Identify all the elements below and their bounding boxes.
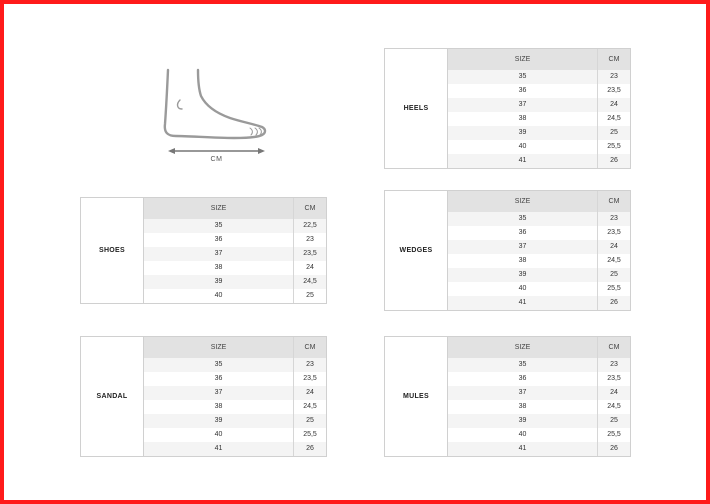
size-cell: 40 [448,140,598,154]
table-body [144,358,326,456]
table-row [448,428,630,442]
cm-cell: 25 [306,292,314,299]
table-row [448,296,630,310]
table-row [448,386,630,400]
size-cell: 41 [448,296,598,310]
table-row [448,70,630,84]
size-cell: 35 [448,212,598,226]
table-row [144,428,326,442]
size-cell: 35 [448,358,598,372]
size-cell: 37 [448,386,598,400]
table-row [144,442,326,456]
table-row [448,414,630,428]
cm-cell: 23 [610,361,618,368]
size-table-mules [384,336,631,457]
cm-cell: 25,5 [607,143,621,150]
cm-cell: 23 [610,215,618,222]
table-row [144,372,326,386]
cm-cell: 23,5 [607,87,621,94]
cm-cell: 22,5 [303,222,317,229]
table-row [144,275,326,289]
table-row [144,261,326,275]
cm-cell: 24,5 [607,115,621,122]
table-row [448,98,630,112]
table-row [144,219,326,233]
size-cell: 39 [448,414,598,428]
size-column-header: SIZE [448,191,598,212]
size-table-shoes [80,197,327,304]
table-row [448,126,630,140]
table-header [448,49,630,70]
cm-cell: 26 [610,445,618,452]
table-row [448,254,630,268]
category-label: SANDAL [81,337,144,456]
size-cell: 39 [448,268,598,282]
size-cell: 37 [448,98,598,112]
table-row [448,358,630,372]
size-cell: 40 [448,428,598,442]
cm-cell: 23,5 [303,250,317,257]
size-cell: 39 [144,414,294,428]
size-cell: 40 [144,289,294,303]
table-row [448,268,630,282]
size-cell: 41 [448,442,598,456]
size-cell: 37 [144,386,294,400]
cm-cell: 25 [610,129,618,136]
size-cell: 38 [144,400,294,414]
foot-measure-figure [154,62,279,170]
table-row [144,247,326,261]
size-column-header: SIZE [448,49,598,70]
category-label: WEDGES [385,191,448,310]
size-cell: 36 [144,233,294,247]
size-cell: 39 [448,126,598,140]
size-cell: 35 [144,219,294,233]
size-cell: 38 [448,400,598,414]
cm-cell: 24 [610,101,618,108]
category-label: MULES [385,337,448,456]
size-cell: 35 [144,358,294,372]
size-cell: 37 [448,240,598,254]
cm-cell: 24 [610,243,618,250]
table-body [448,70,630,168]
table-row [448,282,630,296]
cm-column-header: CM [608,198,620,205]
table-row [448,154,630,168]
category-label: SHOES [81,198,144,303]
table-row [144,358,326,372]
size-cell: 35 [448,70,598,84]
cm-cell: 25 [610,271,618,278]
table-row [448,112,630,126]
cm-cell: 26 [610,299,618,306]
table-header [448,337,630,358]
size-cell: 41 [144,442,294,456]
cm-cell: 24,5 [303,403,317,410]
size-cell: 39 [144,275,294,289]
cm-cell: 24,5 [607,257,621,264]
size-cell: 38 [448,254,598,268]
foot-outline-icon [154,62,279,162]
table-header [448,191,630,212]
cm-cell: 23,5 [303,375,317,382]
size-table-sandal [80,336,327,457]
cm-column-header: CM [608,56,620,63]
table-header [144,337,326,358]
size-table-heels [384,48,631,169]
table-row [144,386,326,400]
table-body [144,219,326,303]
size-cell: 41 [448,154,598,168]
cm-cell: 25 [306,417,314,424]
cm-cell: 26 [610,157,618,164]
table-row [144,289,326,303]
cm-cell: 26 [306,445,314,452]
cm-cell: 24 [610,389,618,396]
cm-cell: 25 [610,417,618,424]
cm-column-header: CM [608,344,620,351]
cm-cell: 23 [306,236,314,243]
size-cell: 37 [144,247,294,261]
cm-cell: 25,5 [303,431,317,438]
size-table-wedges [384,190,631,311]
cm-cell: 23,5 [607,229,621,236]
size-column-header: SIZE [144,337,294,358]
table-row [144,233,326,247]
table-body [448,358,630,456]
table-row [144,400,326,414]
table-row [448,84,630,98]
table-row [448,226,630,240]
size-cell: 38 [448,112,598,126]
size-cell: 36 [448,372,598,386]
size-cell: 40 [448,282,598,296]
table-row [448,400,630,414]
category-label: HEELS [385,49,448,168]
table-row [448,442,630,456]
cm-cell: 23 [306,361,314,368]
cm-cell: 23 [610,73,618,80]
table-header [144,198,326,219]
size-column-header: SIZE [144,198,294,219]
table-row [448,240,630,254]
cm-column-header: CM [304,205,316,212]
cm-cell: 25,5 [607,285,621,292]
cm-cell: 24 [306,264,314,271]
cm-column-header: CM [304,344,316,351]
size-cell: 36 [448,226,598,240]
table-row [144,414,326,428]
size-cell: 36 [144,372,294,386]
size-cell: 38 [144,261,294,275]
table-row [448,372,630,386]
cm-cell: 24 [306,389,314,396]
table-body [448,212,630,310]
unit-label: CM [210,156,223,163]
size-cell: 40 [144,428,294,442]
cm-cell: 23,5 [607,375,621,382]
cm-cell: 24,5 [607,403,621,410]
cm-cell: 25,5 [607,431,621,438]
table-row [448,140,630,154]
size-column-header: SIZE [448,337,598,358]
size-cell: 36 [448,84,598,98]
table-row [448,212,630,226]
cm-cell: 24,5 [303,278,317,285]
